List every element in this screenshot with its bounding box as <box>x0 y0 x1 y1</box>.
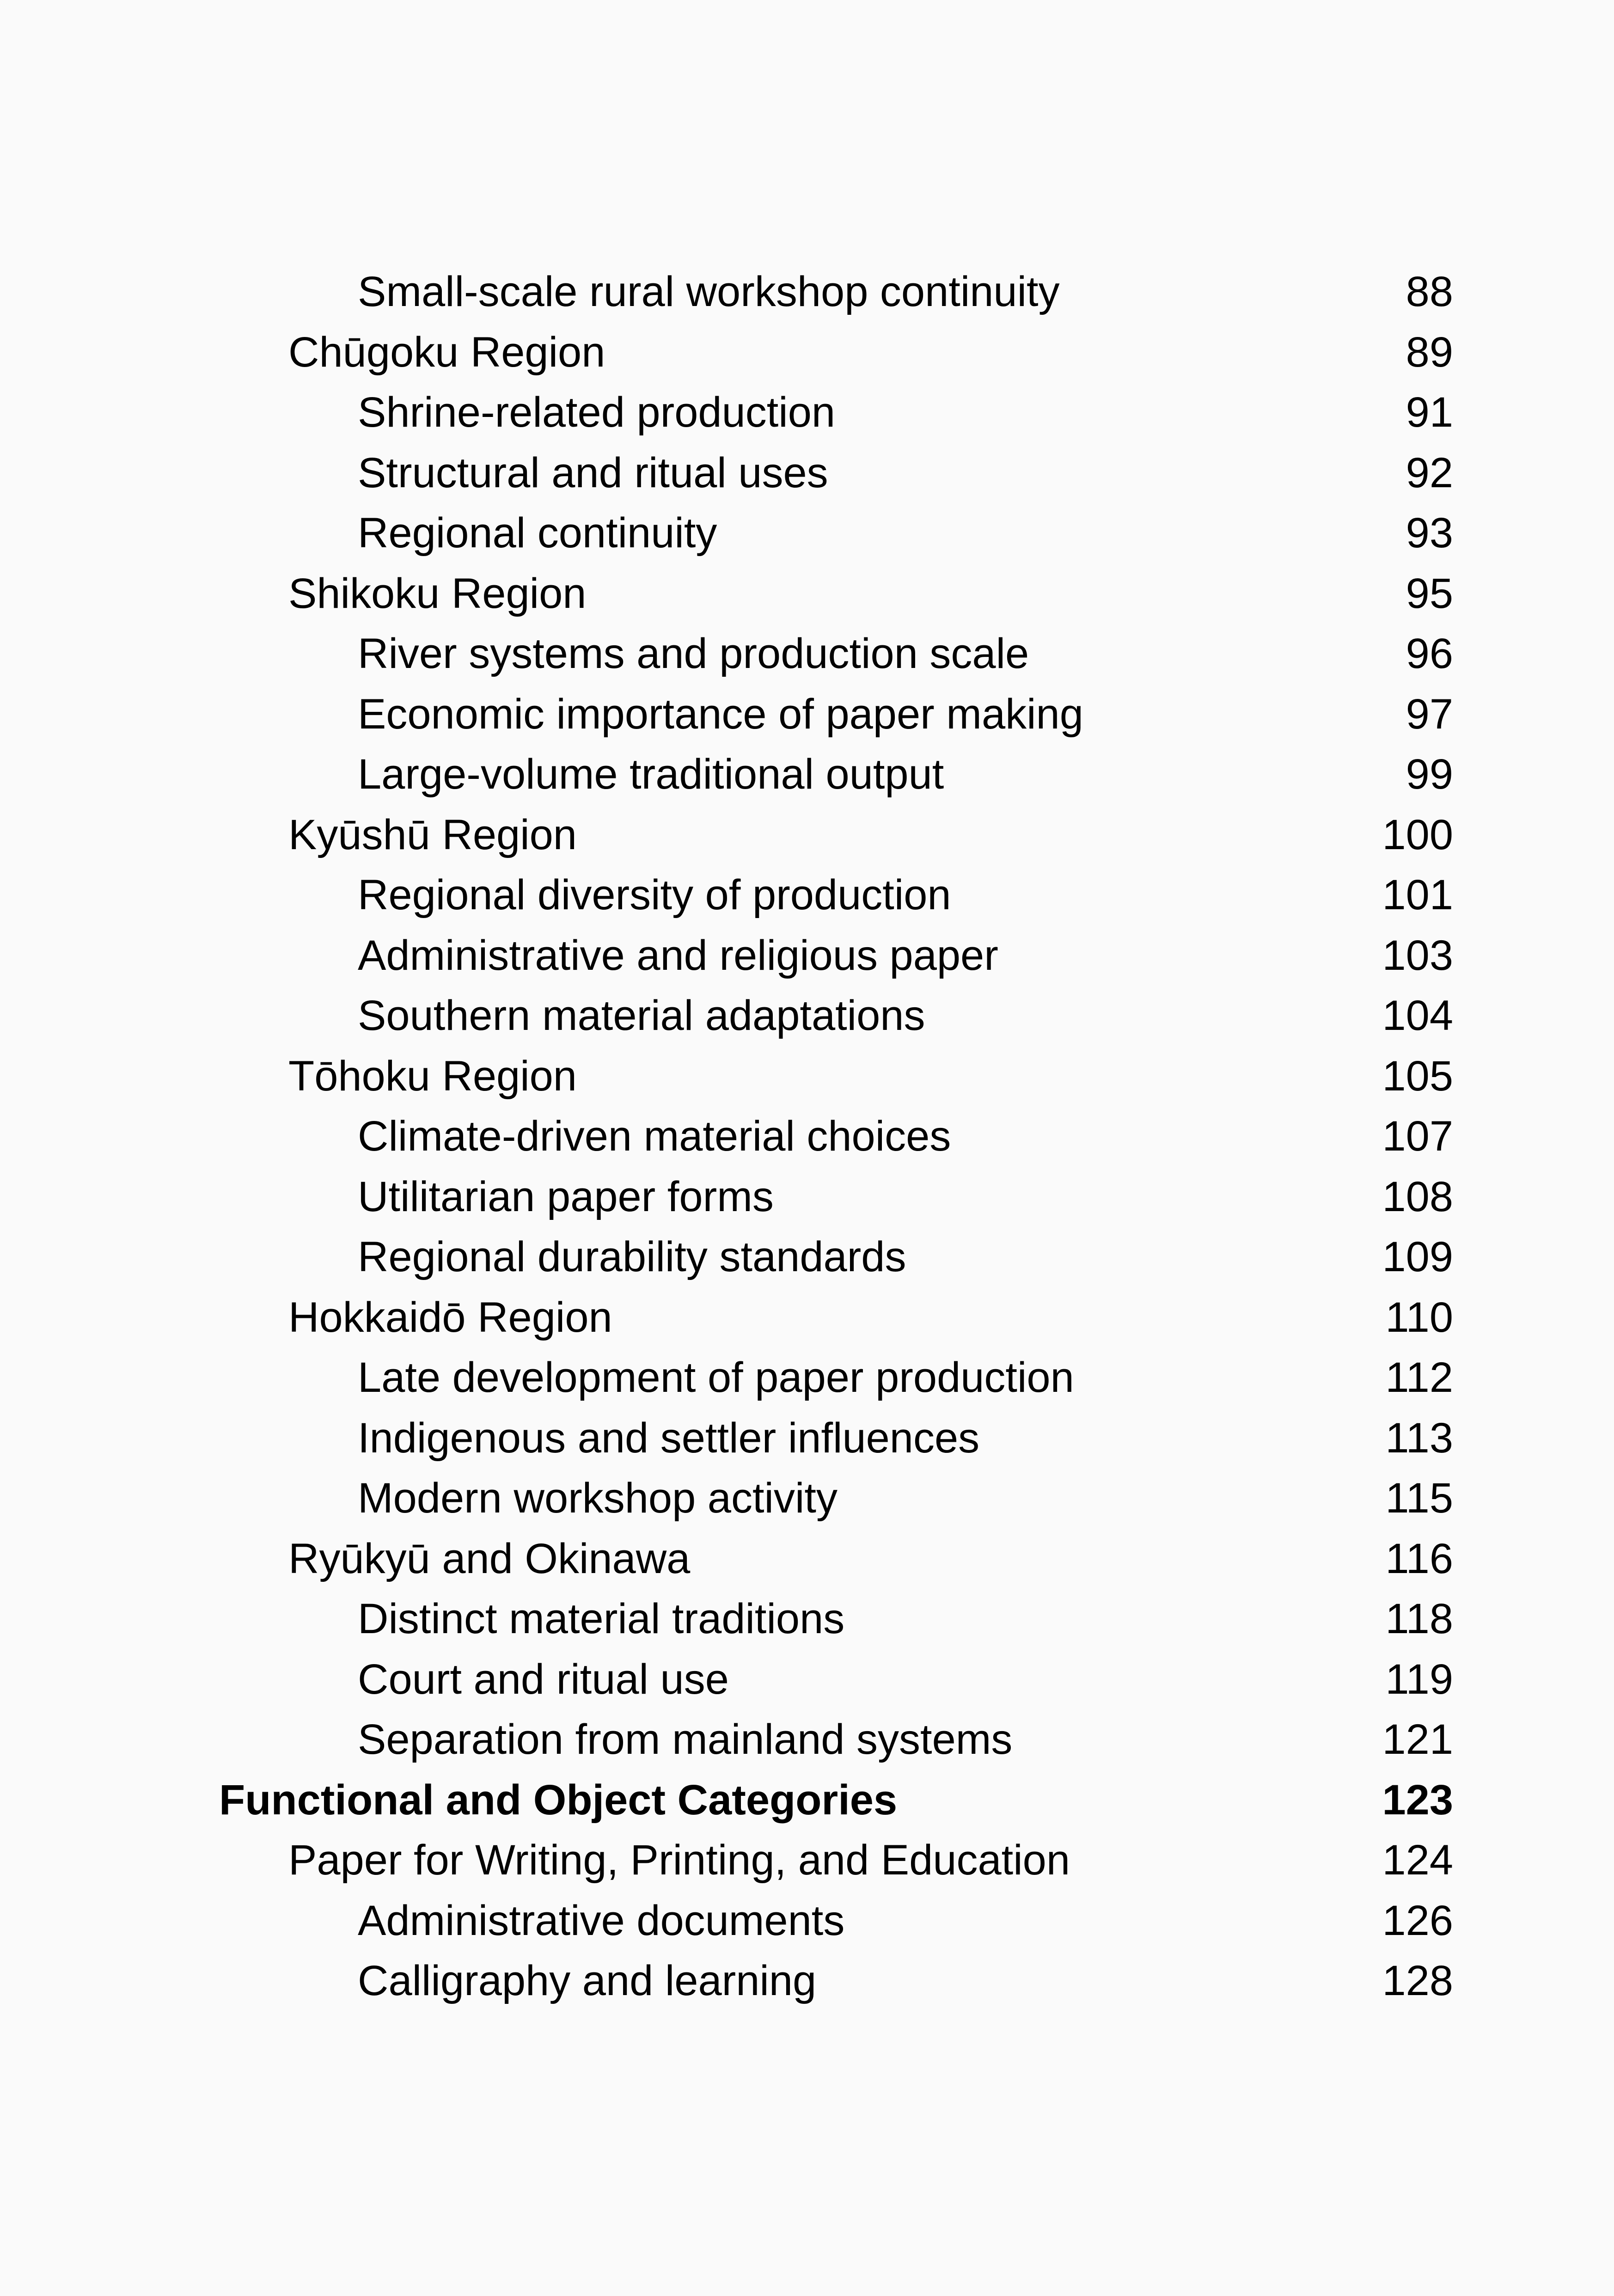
toc-entry-page-number: 116 <box>1385 1535 1453 1582</box>
toc-entry-title: Climate-driven material choices <box>358 1113 951 1160</box>
toc-entry-page-number: 91 <box>1406 389 1453 436</box>
toc-entry <box>219 1891 1453 1951</box>
toc-entry <box>219 443 1453 503</box>
toc-entry-page-number: 118 <box>1385 1595 1453 1642</box>
toc-entry-title: Utilitarian paper forms <box>358 1173 774 1220</box>
toc-entry-page-number: 88 <box>1406 268 1453 315</box>
toc-entry <box>219 925 1453 986</box>
toc-entry-page-number: 100 <box>1382 811 1453 858</box>
toc-entry-title: Large-volume traditional output <box>358 751 944 798</box>
toc-entry-title: Chūgoku Region <box>288 328 605 376</box>
toc-entry-title: Small-scale rural workshop continuity <box>358 268 1060 315</box>
toc-entry-page-number: 93 <box>1406 509 1453 557</box>
toc-entry-title: Administrative documents <box>358 1897 845 1944</box>
toc-entry-title: Structural and ritual uses <box>358 449 828 496</box>
toc-entry <box>219 563 1453 624</box>
toc-entry-title: Modern workshop activity <box>358 1475 838 1522</box>
toc-entry-page-number: 109 <box>1382 1233 1453 1280</box>
toc-entry-page-number: 107 <box>1382 1113 1453 1160</box>
toc-entry-title: River systems and production scale <box>358 630 1029 677</box>
toc-entry-page-number: 101 <box>1382 871 1453 918</box>
toc-entry-title: Southern material adaptations <box>358 992 925 1039</box>
toc-entry-title: Shikoku Region <box>288 569 587 617</box>
toc-entry-title: Late development of paper production <box>358 1354 1074 1401</box>
toc-entry-title: Economic importance of paper making <box>358 690 1083 738</box>
toc-entry-page-number: 105 <box>1382 1052 1453 1100</box>
toc-entry-page-number: 110 <box>1385 1293 1453 1341</box>
toc-entry-page-number: 121 <box>1382 1716 1453 1763</box>
toc-entry <box>219 744 1453 805</box>
toc-entry <box>219 382 1453 443</box>
toc-entry-title: Shrine-related production <box>358 389 836 436</box>
toc-entry-title: Distinct material traditions <box>358 1595 845 1642</box>
toc-entry-page-number: 112 <box>1385 1354 1453 1401</box>
toc-entry <box>219 1951 1453 2011</box>
toc-entry <box>219 1529 1453 1589</box>
toc-entry-page-number: 108 <box>1382 1173 1453 1220</box>
toc-entry-title: Functional and Object Categories <box>219 1776 898 1824</box>
toc-entry <box>219 1709 1453 1770</box>
toc-entry <box>219 322 1453 383</box>
toc-entry <box>219 1167 1453 1227</box>
toc-entry-page-number: 92 <box>1406 449 1453 496</box>
toc-entry-page-number: 113 <box>1385 1414 1453 1462</box>
toc-entry <box>219 1106 1453 1167</box>
toc-entry <box>219 1468 1453 1529</box>
toc-entry-page-number: 128 <box>1382 1957 1453 2004</box>
toc-entry-page-number: 103 <box>1382 931 1453 979</box>
toc-entry-title: Regional continuity <box>358 509 717 557</box>
toc-entry <box>219 1589 1453 1649</box>
toc-entry-page-number: 99 <box>1406 751 1453 798</box>
toc-entry <box>219 986 1453 1046</box>
toc-entry-page-number: 104 <box>1382 992 1453 1039</box>
toc-entry <box>219 684 1453 745</box>
toc-entry-title: Regional diversity of production <box>358 871 951 918</box>
toc-entry-title: Hokkaidō Region <box>288 1293 612 1341</box>
toc-entry-page-number: 89 <box>1406 328 1453 376</box>
toc-entry-page-number: 95 <box>1406 569 1453 617</box>
toc-entry <box>219 1287 1453 1348</box>
toc-entry <box>219 1046 1453 1107</box>
toc-entry-title: Court and ritual use <box>358 1655 729 1703</box>
toc-entry-page-number: 123 <box>1382 1776 1453 1824</box>
toc-entry-title: Ryūkyū and Okinawa <box>288 1535 691 1582</box>
toc-entry-title: Separation from mainland systems <box>358 1716 1013 1763</box>
toc-entry-title: Paper for Writing, Printing, and Education <box>288 1837 1070 1884</box>
toc-entry-title: Regional durability standards <box>358 1233 906 1280</box>
toc-entry-page-number: 96 <box>1406 630 1453 677</box>
toc-entry <box>219 624 1453 684</box>
toc-entry <box>219 503 1453 563</box>
toc-entry-page-number: 119 <box>1385 1655 1453 1703</box>
toc-entry-page-number: 124 <box>1382 1837 1453 1884</box>
toc-entry <box>219 805 1453 865</box>
toc-entry <box>219 1408 1453 1469</box>
toc-entry <box>219 1830 1453 1891</box>
toc-entry-title: Kyūshū Region <box>288 811 577 858</box>
toc-entry-title: Indigenous and settler influences <box>358 1414 980 1462</box>
toc-entry-title: Administrative and religious paper <box>358 931 998 979</box>
toc-entry <box>219 1347 1453 1408</box>
toc-entry-title: Tōhoku Region <box>288 1052 577 1100</box>
toc-entry <box>219 262 1453 322</box>
toc-entry <box>219 865 1453 925</box>
toc-entry <box>219 1770 1453 1831</box>
toc-entry-page-number: 115 <box>1385 1475 1453 1522</box>
toc-entry-page-number: 126 <box>1382 1897 1453 1944</box>
toc-entry-page-number: 97 <box>1406 690 1453 738</box>
toc-entry <box>219 1227 1453 1287</box>
table-of-contents <box>219 262 1453 2011</box>
toc-entry <box>219 1649 1453 1710</box>
toc-entry-title: Calligraphy and learning <box>358 1957 817 2004</box>
